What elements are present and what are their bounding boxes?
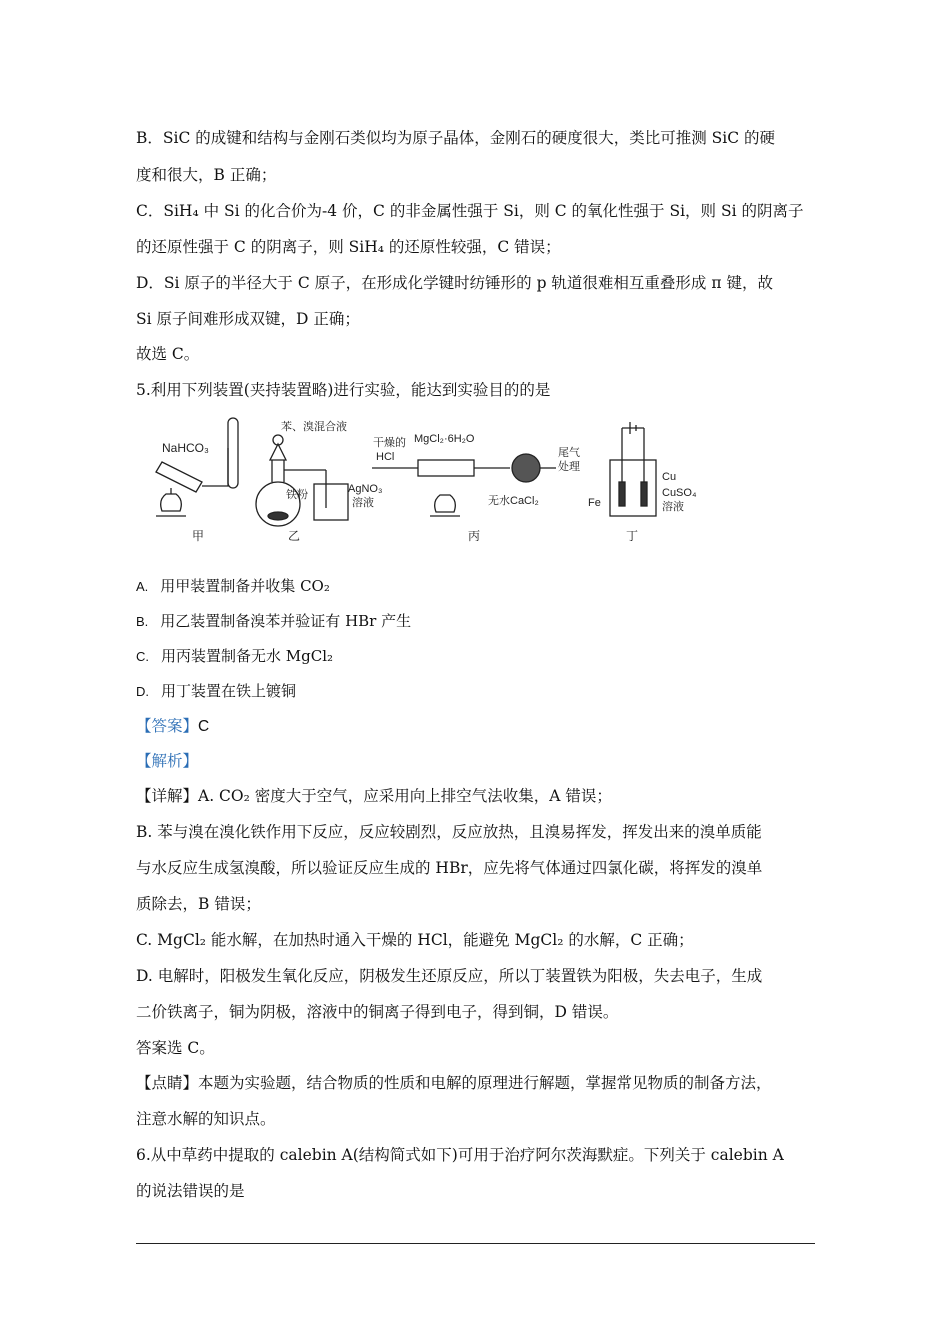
detail-line: 与水反应生成氢溴酸，所以验证反应生成的 HBr，应先将气体通过四氯化碳，将挥发的溴单 bbox=[136, 859, 763, 877]
text-line: B．SiC 的成键和结构与金刚石类似均为原子晶体，金刚石的硬度很大，类比可推测 SiC 的硬 bbox=[136, 129, 776, 147]
label-benzene: 苯、溴混合液 bbox=[281, 421, 347, 433]
caption-bing: 丙 bbox=[468, 529, 481, 543]
option-c: C. 用丙装置制备无水 MgCl₂ bbox=[136, 647, 334, 665]
detail-line: B. 苯与溴在溴化铁作用下反应，反应较剧烈，反应放热，且溴易挥发，挥发出来的溴单质能 bbox=[136, 823, 762, 841]
apparatus-figure bbox=[136, 408, 716, 548]
detail-line: 答案选 C。 bbox=[136, 1039, 215, 1057]
detail-line: 二价铁离子，铜为阴极，溶液中的铜离子得到电子，得到铜，D 错误。 bbox=[136, 1003, 619, 1021]
label-dry2: HCl bbox=[376, 451, 395, 463]
analysis-tag: 【解析】 bbox=[136, 752, 199, 770]
label-agno3: AgNO₃ bbox=[348, 483, 383, 495]
option-d: D. 用丁装置在铁上镀铜 bbox=[136, 682, 297, 700]
label-agno3-sol: 溶液 bbox=[352, 497, 374, 509]
question-5-stem: 5.利用下列装置(夹持装置略)进行实验，能达到实验目的的是 bbox=[136, 381, 551, 399]
caption-yi: 乙 bbox=[288, 529, 301, 543]
label-cacl2: 无水CaCl₂ bbox=[488, 495, 539, 507]
detail-line: D. 电解时，阳极发生氧化反应，阴极发生还原反应，所以丁装置铁为阳极，失去电子，生成 bbox=[136, 967, 763, 985]
text-line: Si 原子间难形成双键，D 正确； bbox=[136, 310, 360, 328]
label-dry1: 干燥的 bbox=[373, 437, 406, 449]
label-cuso4-sol: 溶液 bbox=[662, 501, 684, 513]
question-6-stem: 6.从中草药中提取的 calebin A(结构简式如下)可用于治疗阿尔茨海默症。下列关于 calebin A bbox=[136, 1146, 784, 1164]
text-line: 故选 C。 bbox=[136, 345, 200, 363]
label-mgcl2: MgCl₂·6H₂O bbox=[414, 433, 475, 445]
detail-line: 注意水解的知识点。 bbox=[136, 1110, 276, 1128]
answer-line: 【答案】C bbox=[136, 717, 210, 735]
burner-icon bbox=[435, 495, 456, 512]
text-line: 的还原性强于 C 的阴离子，则 SiH₄ 的还原性较强，C 错误； bbox=[136, 238, 561, 256]
option-a: A. 用甲装置制备并收集 CO₂ bbox=[136, 577, 330, 595]
caption-jia: 甲 bbox=[192, 529, 205, 543]
option-b: B. 用乙装置制备溴苯并验证有 HBr 产生 bbox=[136, 612, 412, 630]
caption-ding: 丁 bbox=[626, 529, 639, 543]
apparatus-ding bbox=[610, 422, 656, 516]
label-tail1: 尾气 bbox=[558, 447, 580, 459]
apparatus-yi bbox=[256, 435, 348, 526]
detail-line: 质除去，B 错误； bbox=[136, 895, 261, 913]
detail-line: 【详解】A. CO₂ 密度大于空气，应采用向上排空气法收集，A 错误； bbox=[136, 787, 612, 805]
text-line: C．SiH₄ 中 Si 的化合价为-4 价，C 的非金属性强于 Si，则 C 的氧化性强于 Si，则 Si 的阴离子 bbox=[136, 202, 804, 220]
label-tail2: 处理 bbox=[558, 461, 580, 473]
detail-line: C. MgCl₂ 能水解，在加热时通入干燥的 HCl，能避免 MgCl₂ 的水解，C 正确； bbox=[136, 931, 694, 949]
text-line: D．Si 原子的半径大于 C 原子，在形成化学键时纺锤形的 p 轨道很难相互重叠形成 π 键，故 bbox=[136, 274, 773, 292]
label-nahco3: NaHCO₃ bbox=[162, 441, 209, 455]
label-cu: Cu bbox=[662, 471, 677, 483]
burner-icon bbox=[161, 494, 182, 511]
apparatus-jia bbox=[156, 418, 238, 516]
label-iron: 铁粉 bbox=[286, 489, 308, 501]
detail-line: 【点睛】本题为实验题，结合物质的性质和电解的原理进行解题，掌握常见物质的制备方法， bbox=[136, 1074, 772, 1092]
label-cuso4: CuSO₄ bbox=[662, 487, 697, 499]
footer-divider bbox=[136, 1243, 815, 1244]
question-6-stem: 的说法错误的是 bbox=[136, 1182, 245, 1200]
text-line: 度和很大，B 正确； bbox=[136, 166, 277, 184]
label-fe: Fe bbox=[588, 497, 601, 509]
